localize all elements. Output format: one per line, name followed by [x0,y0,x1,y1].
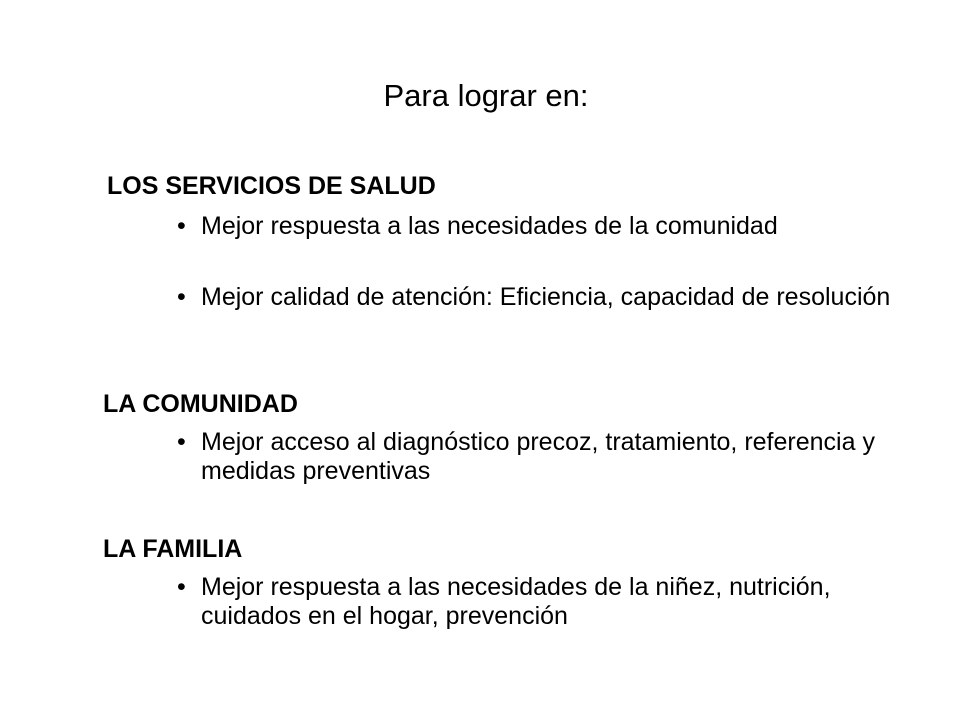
bullet-item [177,283,897,312]
bullet-text: Mejor acceso al diagnóstico precoz, tratamiento, referencia y medidas preventivas [201,428,875,485]
bullet-item [177,573,897,631]
section-heading-la-comunidad: LA COMUNIDAD [103,390,298,418]
bullet-item [177,428,897,486]
section-heading-servicios-de-salud: LOS SERVICIOS DE SALUD [107,172,436,200]
bullet-item [177,212,897,241]
bullet-text: Mejor respuesta a las necesidades de la comunidad [201,212,778,240]
bullet-icon: • [177,573,186,601]
bullet-text: Mejor respuesta a las necesidades de la niñez, nutrición, cuidados en el hogar, prevención [201,573,831,630]
bullet-icon: • [177,212,186,240]
bullet-text: Mejor calidad de atención: Eficiencia, capacidad de resolución [201,283,891,311]
bullet-icon: • [177,283,186,311]
section-heading-la-familia: LA FAMILIA [103,535,243,563]
bullet-icon: • [177,428,186,456]
slide-title: Para lograr en: [383,78,589,113]
